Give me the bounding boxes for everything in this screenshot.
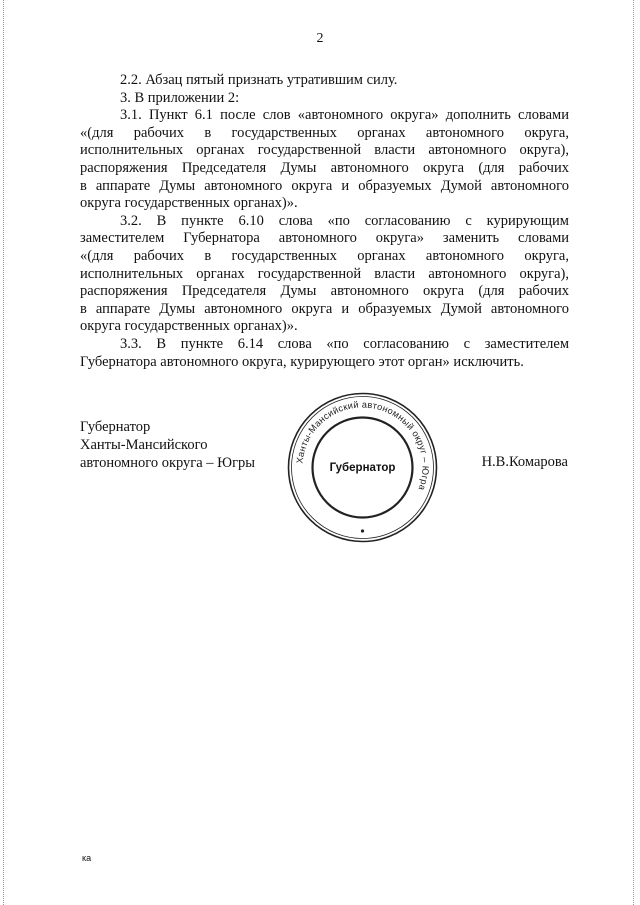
signatory-title [80,418,255,472]
seal-center-text: Губернатор [329,462,396,474]
paragraph-line: 3.1. Пункт 6.1 после слов «автономного округа» дополнить словами [120,107,569,124]
paragraph-line: заместителем Губернатора автономного округа» заменить словами [80,230,569,247]
paragraph-line: распоряжения Председателя Думы автономного округа (для рабочих [80,283,569,300]
paragraph-line: в аппарате Думы автономного округа и образуемых Думой автономного [80,177,569,194]
signatory-title-line: Ханты-Мансийского [80,437,208,453]
paragraph-line: распоряжения Председателя Думы автономного округа (для рабочих [80,159,569,176]
paragraph-line: в аппарате Думы автономного округа и образуемых Думой автономного [80,300,569,317]
page-number: 2 [316,31,324,46]
seal-dot [361,529,364,532]
signatory-name: Н.В.Комарова [481,454,568,470]
paragraph-line: округа государственных органах)». [80,195,298,212]
paragraph-line: «(для рабочих в государственных органах автономного округа, [80,124,569,141]
paragraph-line: 3. В приложении 2: [120,89,240,106]
paragraph-line: 3.3. В пункте 6.14 слова «по согласованию с заместителем [120,335,569,352]
paragraph-line: «(для рабочих в государственных органах автономного округа, [80,247,569,264]
paragraph-line: исполнительных органах государственной власти автономного округа), [80,265,569,282]
left-page-edge [3,0,4,905]
paragraph-line: исполнительных органах государственной власти автономного округа), [80,142,569,159]
document-body [80,72,569,371]
signatory-title-line: Губернатор [80,419,151,435]
paragraph-line: Губернатора автономного округа, курирующего этот орган» исключить. [80,353,524,370]
paragraph-line: округа государственных органах)». [80,318,298,335]
official-seal [285,390,440,545]
footer-mark: ка [82,853,92,863]
paragraph-line: 3.2. В пункте 6.10 слова «по согласованию с курирующим [120,212,569,229]
right-page-edge [633,0,634,905]
signatory-title-line: автономного округа – Югры [80,455,256,471]
seal-ring-text-path: Ханты-Мансийский автономный округ – Югра [294,399,431,492]
paragraph-line: 2.2. Абзац пятый признать утратившим силу. [120,72,398,88]
